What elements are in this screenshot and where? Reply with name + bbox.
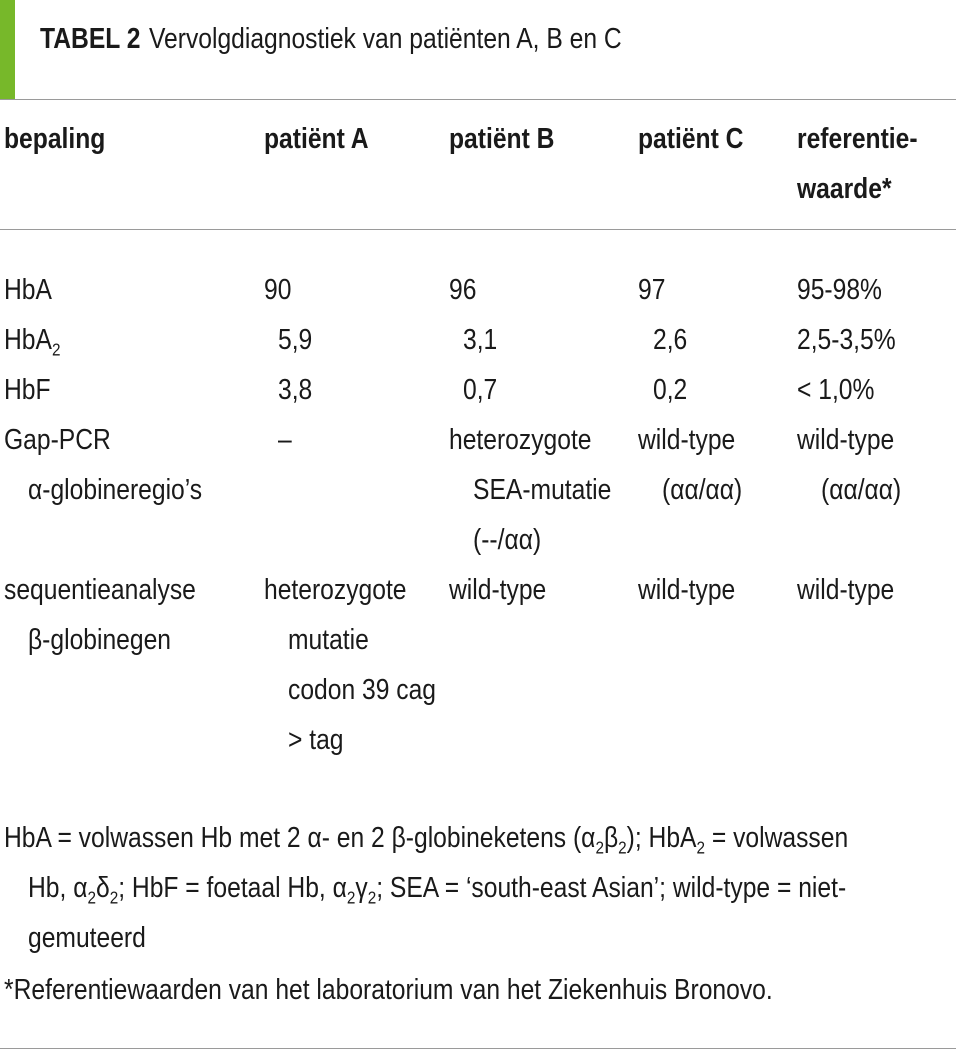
header-bepaling: bepaling [4, 123, 106, 155]
row-hbf-a: 3,8 [278, 374, 313, 406]
row-gap-ref-line2: (αα/αα) [821, 474, 902, 506]
row-hba-ref: 95-98% [797, 274, 882, 306]
bottom-rule [0, 1048, 956, 1049]
row-gap-ref-line1: wild-type [797, 424, 895, 456]
row-hba-b: 96 [449, 274, 477, 306]
footnote-reference: *Referentiewaarden van het laboratorium van het Ziekenhuis Bronovo. [4, 974, 773, 1006]
top-rule [0, 99, 956, 100]
table-title-label: TABEL 2 [40, 23, 141, 55]
header-patient-a: patiënt A [264, 123, 369, 155]
row-hba2-b: 3,1 [463, 324, 498, 356]
row-gap-label-line1: Gap-PCR [4, 424, 111, 456]
header-reference-line1: referentie- [797, 123, 918, 155]
row-seq-a-line2: mutatie [288, 624, 369, 656]
row-seq-ref: wild-type [797, 574, 895, 606]
footnote-line1: HbA = volwassen Hb met 2 α- en 2 β-globineketens $(\alpha_2\beta_2)$; HbA$_2$ = volwassen [4, 822, 849, 858]
accent-bar [0, 0, 15, 100]
row-hba-c: 97 [638, 274, 666, 306]
header-rule [0, 229, 956, 230]
row-gap-b-line2: SEA-mutatie [473, 474, 612, 506]
row-hbf-label: HbF [4, 374, 51, 406]
row-hba-label: HbA [4, 274, 52, 306]
row-hba2-ref: 2,5-3,5% [797, 324, 896, 356]
row-hbf-c: 0,2 [653, 374, 688, 406]
row-gap-a: – [278, 424, 292, 456]
header-reference-line2: waarde* [797, 173, 892, 205]
table-title-text: Vervolgdiagnostiek van patiënten A, B en C [148, 23, 622, 55]
row-hba2-a: 5,9 [278, 324, 313, 356]
row-gap-c-line2: (αα/αα) [662, 474, 743, 506]
row-seq-a-line1: heterozygote [264, 574, 407, 606]
row-hba2-label: HbA$_2$ [4, 324, 61, 360]
row-gap-label-line2: α-globineregio’s [28, 474, 203, 506]
row-hba-a: 90 [264, 274, 292, 306]
row-gap-c-line1: wild-type [638, 424, 736, 456]
footnote-line2: Hb, $\alpha_2\delta_2$; HbF = foetaal Hb, $\alpha_2\gamma_2$; SEA = ‘south-east Asian’; wild-type = niet- [28, 872, 847, 908]
row-gap-b-line3: (--/αα) [473, 524, 542, 556]
header-patient-b: patiënt B [449, 123, 555, 155]
row-hbf-ref: < 1,0% [797, 374, 875, 406]
row-hba2-c: 2,6 [653, 324, 688, 356]
row-hbf-b: 0,7 [463, 374, 498, 406]
row-seq-c: wild-type [638, 574, 736, 606]
row-seq-b: wild-type [449, 574, 547, 606]
table-title [40, 18, 622, 68]
row-seq-a-line3: codon 39 cag [288, 674, 437, 706]
row-seq-label-line2: β-globinegen [28, 624, 172, 656]
row-gap-b-line1: heterozygote [449, 424, 592, 456]
footnote-line3: gemuteerd [28, 922, 146, 954]
header-patient-c: patiënt C [638, 123, 744, 155]
row-seq-label-line1: sequentieanalyse [4, 574, 196, 606]
row-seq-a-line4: > tag [288, 724, 344, 756]
